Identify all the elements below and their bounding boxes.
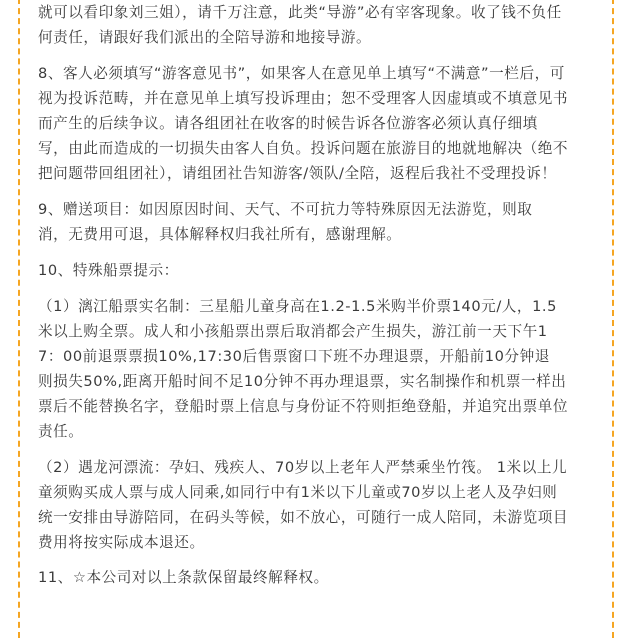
paragraph-tout-warning: 就可以看印象刘三姐），请千万注意，此类“导游”必有宰客现象。收了钱不负任 何责任，请跟好我们派出的全陪导游和地接导游。: [38, 4, 562, 46]
paragraph-item-8-feedback-form: 8、客人必须填写“游客意见书”，如果客人在意见单上填写“不满意”一栏后，可 视为投诉范畴，并在意见单上填写投诉理由；恕不受理客人因虚填或不填意见书 而产生的后续争议。请各组团社在收客的时候告诉各位游客必须认真仔细填 写，由此而造成的一切损失由客人自负。投诉问题在旅游目的地就地解决（绝不 把问题带回组团社），请组团社告知游客/领队/全陪，返程后我社不受理投诉！: [38, 65, 569, 182]
paragraph-item-10-1-lijiang-ticket: （1）漓江船票实名制：三星船儿童身高在1.2-1.5米购半价票140元/人，1.5 米以上购全票。成人和小孩船票出票后取消都会产生损失，游江前一天下午1 7：00前退票票损10%,17:30后售票窗口下班不办理退票，开船前10分钟退 则损失50%,距离开船时间不足10分钟不再办理退票，实名制操作和机票一样出 票后不能替换名字，登船时票上信息与身份证不符则拒绝登船，并追究出票单位 责任。: [38, 298, 569, 440]
terms-document: [38, 0, 608, 590]
paragraph-item-10-2-yulong-rafting: （2）遇龙河漂流：孕妇、残疾人、70岁以上老年人严禁乘坐竹筏。 1米以上儿 童须购买成人票与成人同乘,如同行中有1米以下儿童或70岁以上老人及孕妇则 统一安排由导游陪同，在码头等候，如不放心，可随行一成人陪同，未游览项目 费用将按实际成本退还。: [38, 459, 569, 551]
paragraph-item-9-complimentary: 9、赠送项目：如因原因时间、天气、不可抗力等特殊原因无法游览，则取 消，无费用可退，具体解释权归我社所有，感谢理解。: [38, 201, 533, 243]
paragraph-item-10-heading: 10、特殊船票提示：: [38, 262, 179, 279]
paragraph-item-11-final: 11、☆本公司对以上条款保留最终解释权。: [38, 569, 329, 586]
